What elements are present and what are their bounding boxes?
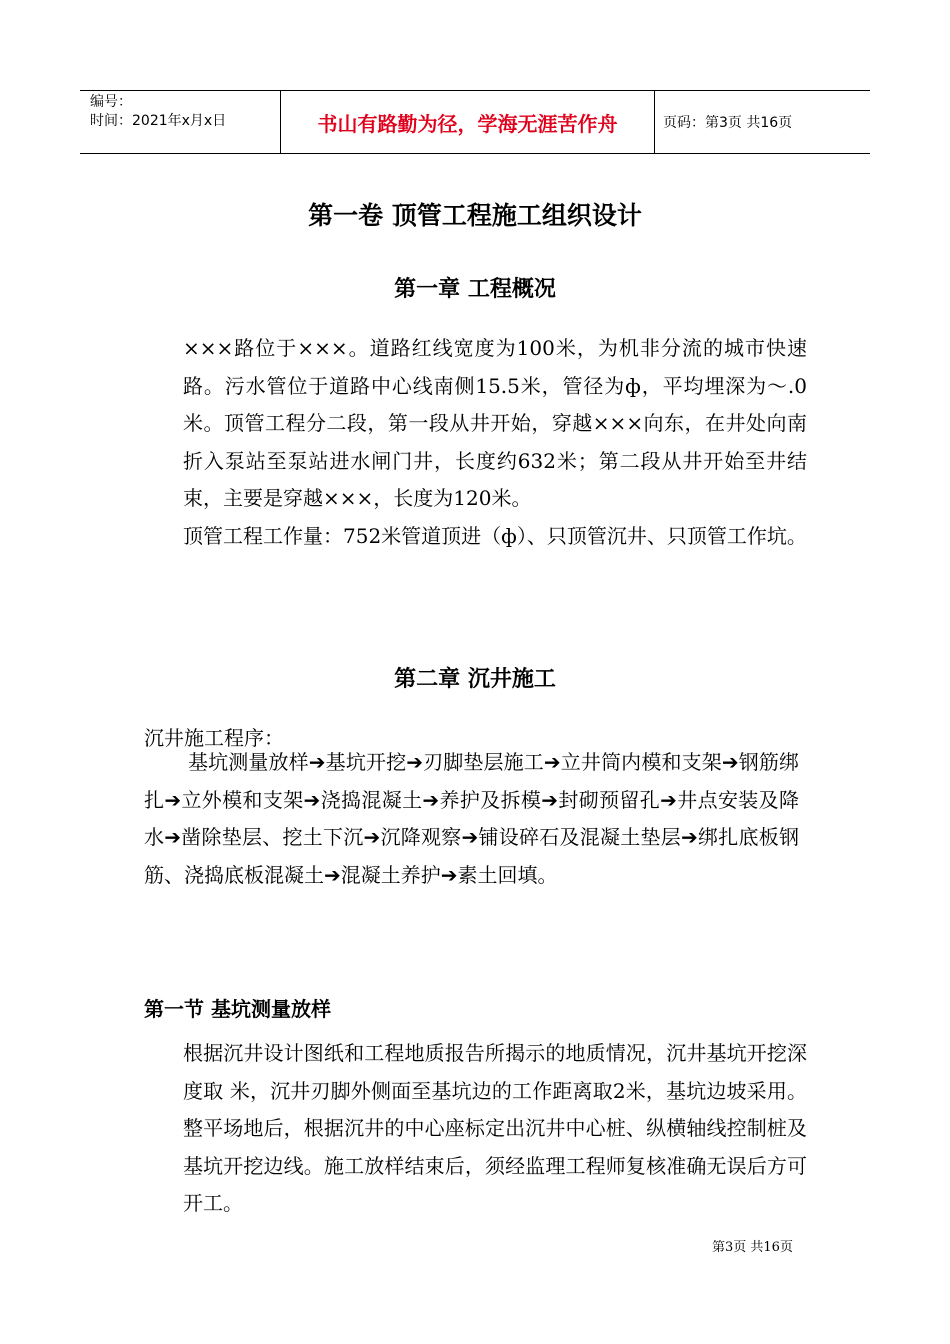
chapter-body bbox=[183, 330, 807, 555]
header-page-info: 页码：第3页 共16页 bbox=[663, 115, 793, 131]
chapter-title: 第一章 工程概况 bbox=[394, 277, 556, 302]
page-header bbox=[80, 90, 870, 154]
procedure-label: 沉井施工程序： bbox=[144, 726, 284, 750]
chapter-title: 第二章 沉井施工 bbox=[394, 667, 556, 692]
paragraph: 顶管工程工作量：752米管道顶进（ф）、只顶管沉井、只顶管工作坑。 bbox=[183, 523, 807, 548]
procedure-text: 基坑测量放样➔基坑开挖➔刃脚垫层施工➔立井筒内模和支架➔钢筋绑扎➔立外模和支架➔浇捣混凝土➔养护及拆模➔封砌预留孔➔井点安装及降水➔凿除垫层、挖土下沉➔沉降观察➔铺设碎石及混凝土垫层➔绑扎底板钢筋、浇捣底板混凝土➔混凝土养护➔素土回填。 bbox=[144, 750, 799, 887]
section-title: 第一节 基坑测量放样 bbox=[144, 997, 331, 1021]
header-divider bbox=[654, 91, 655, 153]
volume-title: 第一卷 顶管工程施工组织设计 bbox=[308, 201, 642, 230]
document-date: 时间：2021年x月x日 bbox=[90, 113, 227, 129]
section-paragraph: 根据沉井设计图纸和工程地质报告所揭示的地质情况，沉井基坑开挖深度取 米，沉井刃脚外侧面至基坑边的工作距离取2米，基坑边坡采用。整平场地后，根据沉井的中心座标定出沉井中心桩、纵横轴线控制桩及基坑开挖边线。施工放样结束后，须经监理工程师复核准确无误后方可开工。 bbox=[183, 1041, 807, 1215]
paragraph: ×××路位于×××。道路红线宽度为100米，为机非分流的城市快速路。污水管位于道路中心线南侧15.5米，管径为ф，平均埋深为～.0米。顶管工程分二段，第一段从井开始，穿越×××向东，在井处向南折入泵站至泵站进水闸门井，长度约632米；第二段从井开始至井结束，主要是穿越×××，长度为120米。 bbox=[183, 336, 807, 510]
document-number-label: 编号： bbox=[90, 94, 132, 110]
header-motto: 书山有路勤为径，学海无涯苦作舟 bbox=[317, 111, 618, 136]
header-meta bbox=[90, 93, 280, 131]
page-footer: 第3页 共16页 bbox=[712, 1240, 793, 1255]
